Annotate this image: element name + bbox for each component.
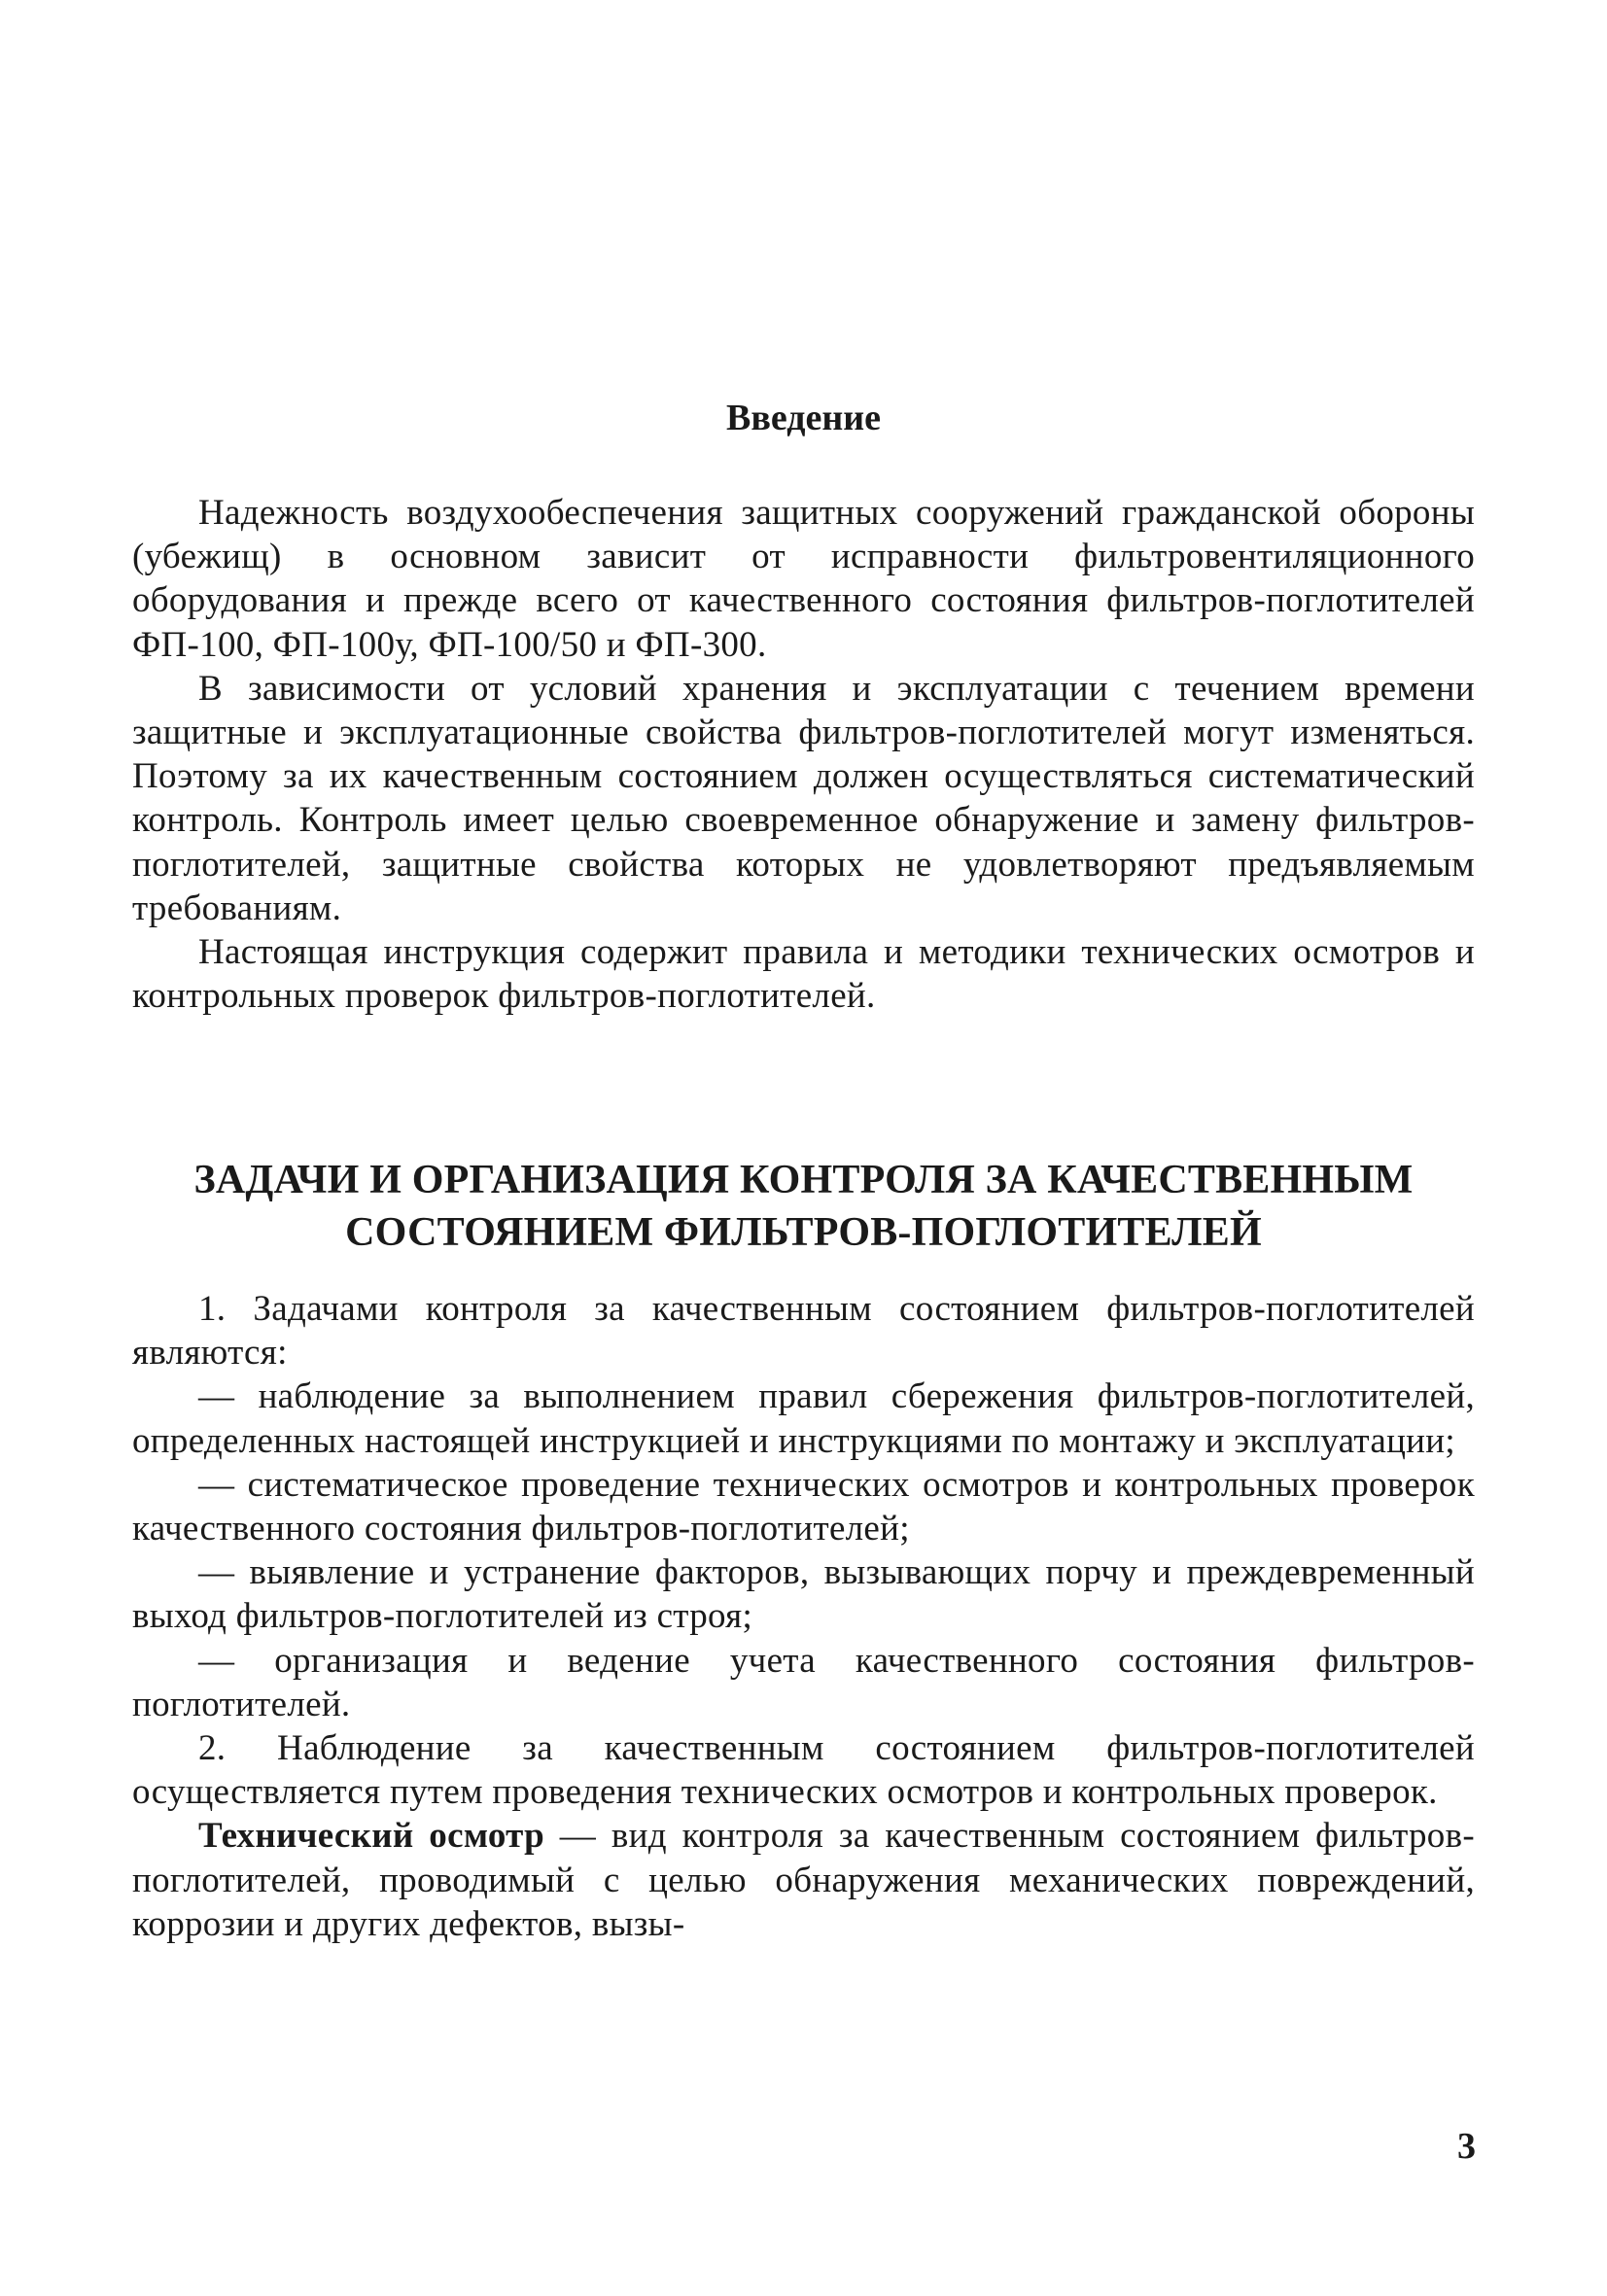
section-heading-line-2: СОСТОЯНИЕМ ФИЛЬТРОВ-ПОГЛОТИТЕЛЕЙ: [345, 1210, 1262, 1255]
page-number: 3: [1457, 2126, 1476, 2167]
intro-heading: Введение: [726, 398, 881, 438]
definition-text: — вид контроля за качественным состоянием фильтров-поглотителей, проводимый с целью обнаружения механических повреждений, коррозии и других дефектов, вызы-: [132, 1816, 1475, 1944]
intro-body: [132, 491, 1475, 1018]
item-1-tasks: 1. Задачами контроля за качественным состоянием фильтров-поглотителей являются:: [132, 1289, 1475, 1374]
task-records: — организация и ведение учета качественного состояния фильтров-поглотителей.: [132, 1640, 1475, 1724]
item-2-observation: 2. Наблюдение за качественным состоянием фильтров-поглотителей осуществляется путем проведения технических осмотров и контрольных проверок.: [132, 1728, 1475, 1813]
task-observation: — наблюдение за выполнением правил сбережения фильтров-поглотителей, определенных настоящей инструкцией и инструкциями по монтажу и эксплуатации;: [132, 1376, 1475, 1461]
intro-paragraph-2: В зависимости от условий хранения и эксплуатации с течением времени защитные и эксплуатационные свойства фильтров-поглотителей могут изменяться. Поэтому за их качественным состоянием должен осуществляться систематический контроль. Контроль имеет целью своевременное обнаружение и замену фильтров-поглотителей, защитные свойства которых не удовлетворяют предъявляемым требованиям.: [132, 668, 1475, 928]
task-factors: — выявление и устранение факторов, вызывающих порчу и преждевременный выход фильтров-поглотителей из строя;: [132, 1552, 1475, 1637]
intro-paragraph-3: Настоящая инструкция содержит правила и методики технических осмотров и контрольных проверок фильтров-поглотителей.: [132, 932, 1475, 1017]
definition-technical-inspection: [132, 1814, 1475, 1946]
task-inspections: — систематическое проведение технических осмотров и контрольных проверок качественного состояния фильтров-поглотителей;: [132, 1464, 1475, 1549]
definition-term: Технический осмотр: [198, 1816, 544, 1857]
intro-paragraph-1: Надежность воздухообеспечения защитных сооружений гражданской обороны (убежищ) в основном зависит от исправности фильтровентиляционного оборудования и прежде всего от качественного состояния фильтров-поглотителей ФП-100, ФП-100у, ФП-100/50 и ФП-300.: [132, 493, 1475, 665]
section-heading: [107, 1154, 1500, 1259]
section-heading-line-1: ЗАДАЧИ И ОРГАНИЗАЦИЯ КОНТРОЛЯ ЗА КАЧЕСТВЕННЫМ: [193, 1158, 1414, 1202]
section-body: [132, 1287, 1475, 1946]
